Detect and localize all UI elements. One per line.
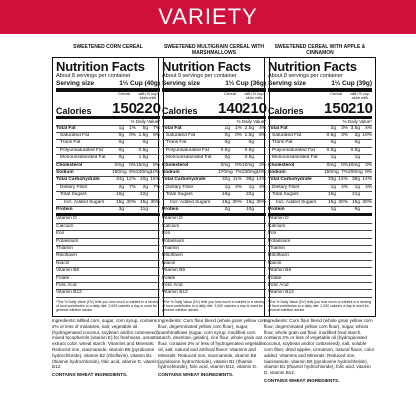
product-name: SWEETENED CORN CEREAL (73, 44, 143, 50)
nutrient-row: Monounsaturated Fat 0g 1.5g (56, 155, 160, 162)
calories-row: Calories 150 210 (268, 99, 374, 117)
nutrient-row: Total Fat 1g 1% 5g 7% (56, 126, 160, 133)
vitamin-row: Potassium (268, 239, 372, 246)
nutrient-row: Saturated Fat 0g 0% 1.5g 9% (56, 133, 160, 140)
column-heads: Cereal with ½ cup skim milk (224, 90, 264, 100)
vitamin-row: Vitamin B6 (56, 268, 160, 275)
vitamin-row: Iron (268, 231, 372, 238)
nutrient-row: Sodium 170mg 7% 230mg 10% (162, 170, 266, 177)
servings: About 9 servings per container (162, 73, 237, 79)
serving-size: Serving size 1⅓ Cup (40g) (56, 80, 160, 92)
vitamin-row: Folic Acid (268, 283, 372, 290)
vitamin-row: Thiamin (162, 246, 266, 253)
daily-value-head: % Daily Value* (56, 119, 160, 126)
nutrient-row: Total Carbohydrate 34g 12% 40g 15% (56, 177, 160, 184)
vitamin-row: Vitamin D (56, 216, 160, 223)
vitamin-row: Calcium (162, 224, 266, 231)
nutrient-row: Total Sugars 15g 21g (268, 192, 372, 199)
vitamin-row: Thiamin (56, 246, 160, 253)
daily-value-head: % Daily Value* (162, 119, 266, 126)
vitamin-row: Niacin (268, 261, 372, 268)
vitamin-row: Folic Acid (162, 283, 266, 290)
nutrient-row: Cholesterol 0mg 0% 15mg 6% (56, 163, 160, 170)
nutrient-row: Dietary Fiber 1g 4% 1g 4% (268, 185, 372, 192)
nutrient-row: Incl. Added Sugars 15g 30% 15g 30% (268, 200, 372, 207)
nutrient-row: Trans Fat 0g 0g (268, 140, 372, 147)
nutrition-title: Nutrition Facts (162, 59, 251, 74)
vitamin-row: Vitamin D (162, 216, 266, 223)
vitamin-row: Vitamin B12 (268, 290, 372, 297)
vitamin-row: Niacin (162, 261, 266, 268)
vitamin-row: Iron (162, 231, 266, 238)
nutrient-row: Monounsaturated Fat 0g 0.5g (162, 155, 266, 162)
nutrient-row: Saturated Fat 0.5g 3% 2g 10% (268, 133, 372, 140)
nutrition-panel (52, 57, 164, 317)
nutrient-row: Total Fat 2g 3% 3.5g 4% (268, 126, 372, 133)
nutrition-panel (264, 57, 376, 317)
footnote: *The % Daily Value (DV) tells you how much a nutrient in a serving of food contributes to a daily diet. 2,000 calories a day is used for general nutrition advice. (56, 299, 160, 312)
nutrient-row: Incl. Added Sugars 15g 30% 15g 30% (56, 200, 160, 207)
nutrient-row: Protein 2g 10g (162, 207, 266, 216)
nutrition-title: Nutrition Facts (56, 59, 145, 74)
nutrient-row: Monounsaturated Fat 1g 1g (268, 155, 372, 162)
nutrition-label-3 (264, 44, 376, 317)
nutrient-row: Cholesterol 0mg 0% 10mg 3% (162, 163, 266, 170)
ingredients-3: Ingredients: Corn flour blend (whole grain yellow corn flour, degerminated yellow corn flour), sugar, wheat flour, whole grain oat flour, modified food starch, contains 2% or less of vegetable oil (hydrogenated coconut, soybean and/or cottonseed), salt, soluble corn fiber, dried apples, cinnamon, natural flavor, color added. Vitamins and Minerals: Reduced iron, niacinamide, vitamin B6 (pyridoxine hydrochloride), vitamin B1 (thiamin hydrochloride), folic acid, vitamin D, vitamin B12. CONTAINS WHEAT INGREDIENTS. (264, 318, 375, 383)
vitamin-row: Vitamin B12 (56, 290, 160, 297)
nutrient-row: Trans Fat 0g 0g (162, 140, 266, 147)
nutrient-row: Protein 1g 9g (268, 207, 372, 216)
vitamin-row: Vitamin B6 (268, 268, 372, 275)
nutrient-row: Polyunsaturated Fat 0g 0.5g (56, 148, 160, 155)
nutrient-row: Total Carbohydrate 33g 12% 38g 14% (268, 177, 372, 184)
vitamin-row: Calcium (56, 224, 160, 231)
nutrition-title: Nutrition Facts (268, 59, 357, 74)
nutrient-row: Total Fat 1g 1% 2.5g 4% (162, 126, 266, 133)
serving-size: Serving size 1⅓ Cup (36g) (162, 80, 266, 92)
nutrient-row: Sodium 180mg 8% 240mg 10% (56, 170, 160, 177)
product-name: SWEETENED CEREAL WITH APPLE & CINNAMON (274, 44, 366, 56)
vitamin-row: Riboflavin (162, 253, 266, 260)
daily-value-head: % Daily Value* (268, 119, 372, 126)
nutrition-label-2 (158, 44, 270, 317)
vitamin-row: Folate (162, 276, 266, 283)
calories-row: Calories 150 220 (56, 99, 162, 117)
nutrient-row: Polyunsaturated Fat 0.5g 0.5g (268, 148, 372, 155)
nutrient-row: Total Carbohydrate 32g 11% 38g 14% (162, 177, 266, 184)
nutrition-panel (158, 57, 270, 317)
nutrient-row: Sodium 150mg 7% 200mg 9% (268, 170, 372, 177)
vitamin-row: Vitamin B12 (162, 290, 266, 297)
product-name: SWEETENED MULTIGRAIN CEREAL WITH MARSHMALLOWS (163, 44, 265, 56)
footnote: *The % Daily Value (DV) tells you how much a nutrient in a serving of food contributes to a daily diet. 2,000 calories a day is used for general nutrition advice. (268, 299, 372, 312)
servings: About 8 servings per container (268, 73, 343, 79)
vitamin-row: Folic Acid (56, 283, 160, 290)
vitamin-row: Riboflavin (268, 253, 372, 260)
vitamin-row: Calcium (268, 224, 372, 231)
column-heads: Cereal with ½ cup skim milk (118, 90, 158, 100)
vitamin-row: Potassium (56, 239, 160, 246)
vitamin-row: Vitamin D (268, 216, 372, 223)
nutrient-row: Total Sugars 16g 22g (162, 192, 266, 199)
variety-banner: VARIETY (0, 0, 416, 34)
vitamin-row: Potassium (162, 239, 266, 246)
vitamin-row: Iron (56, 231, 160, 238)
nutrient-row: Incl. Added Sugars 15g 30% 15g 30% (162, 200, 266, 207)
nutrient-row: Cholesterol 0mg 0% 10mg 3% (268, 163, 372, 170)
nutrient-row: Dietary Fiber 2g 7% 2g 7% (56, 185, 160, 192)
vitamin-row: Folate (56, 276, 160, 283)
servings: About 8 servings per container (56, 73, 131, 79)
ingredients-2: Ingredients: Corn flour blend (whole grain yellow corn flour, degerminated yellow corn flour), sugar, marshmallows (sugar, corn syrup, modified corn starch, dextrose, gelatin), rice flour, whole grain oat flour, contains 2% or less of hydrogenated vegetable oil, salt, natural and artificial flavor. Vitamins and Minerals: Reduced iron, niacinamide, vitamin B6 (pyridoxine hydrochloride), vitamin B1 (thiamin hydrochloride), folic acid, vitamin B12, vitamin D. CONTAINS WHEAT INGREDIENTS. (158, 318, 267, 378)
nutrient-row: Total Sugars 16g 22g (56, 192, 160, 199)
nutrient-row: Polyunsaturated Fat 0.5g 0.5g (162, 148, 266, 155)
serving-size: Serving size 1⅓ Cup (39g) (268, 80, 372, 92)
footnote: *The % Daily Value (DV) tells you how much a nutrient in a serving of food contributes to a daily diet. 2,000 calories a day is used for general nutrition advice. (162, 299, 266, 312)
calories-row: Calories 140 210 (162, 99, 268, 117)
nutrient-row: Saturated Fat 0g 0% 1.5g 8% (162, 133, 266, 140)
nutrient-row: Dietary Fiber 1g 4% 1g 4% (162, 185, 266, 192)
vitamin-row: Niacin (56, 261, 160, 268)
ingredients-1: Ingredients: Milled corn, sugar, corn syrup, contains 2% or less of molasses, salt, vegetable oil (hydrogenated coconut, soybean and/or cottonseed), mixed tocopherols (vitamin E) for freshness, annatto extract color, wheat starch. Vitamins and Minerals: Reduced iron, niacinamide, vitamin B6 (pyridoxine hydrochloride), vitamin B2 (riboflavin), vitamin B1 (thiamin hydrochloride), folic acid, vitamin D, vitamin B12. CONTAINS WHEAT INGREDIENTS. (52, 318, 160, 378)
column-heads: Cereal with ½ cup skim milk (330, 90, 370, 100)
vitamin-row: Thiamin (268, 246, 372, 253)
nutrient-row: Protein 3g 11g (56, 207, 160, 216)
nutrient-row: Trans Fat 0g 0g (56, 140, 160, 147)
vitamin-row: Riboflavin (56, 253, 160, 260)
vitamin-row: Vitamin B6 (162, 268, 266, 275)
vitamin-row: Folate (268, 276, 372, 283)
nutrition-label-1 (52, 44, 164, 317)
